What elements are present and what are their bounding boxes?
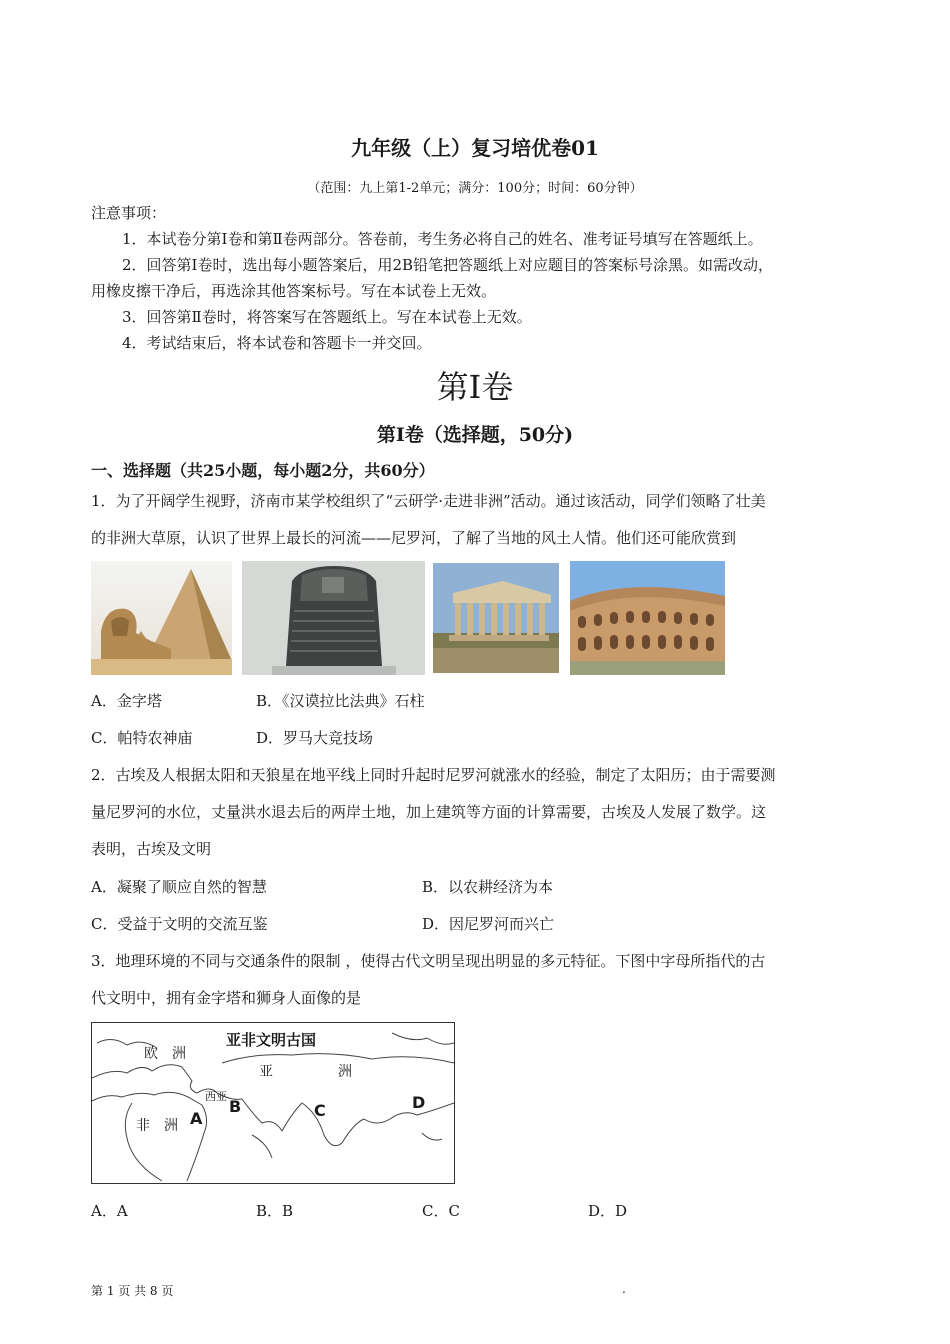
page-number: 第 1 页 共 8 页	[91, 1284, 174, 1298]
section-title: 第Ⅰ卷（选择题，50分)	[376, 424, 574, 446]
q3-option-b: B．B	[256, 1202, 294, 1220]
part-title: 一、选择题（共25小题，每小题2分，共60分）	[91, 461, 435, 480]
q1-option-c: C．帕特农神庙	[91, 729, 193, 747]
map-title: 亚非文明古国	[226, 1031, 317, 1049]
map-label-asia-1: 亚	[259, 1064, 273, 1080]
q3-option-d: D．D	[588, 1202, 628, 1220]
map-label-west-asia: 西亚	[205, 1090, 227, 1103]
notes-item-1: 1．本试卷分第Ⅰ卷和第Ⅱ卷两部分。答卷前，考生务必将自己的姓名、准考证号填写在答题纸上。	[122, 230, 763, 248]
parthenon-image	[433, 563, 559, 673]
map-marker-c: C	[314, 1101, 326, 1120]
q1-stem-line2: 的非洲大草原，认识了世界上最长的河流——尼罗河，了解了当地的风土人情。他们还可能欣赏到	[91, 529, 737, 547]
q3-stem-line2: 代文明中，拥有金字塔和狮身人面像的是	[91, 989, 362, 1007]
q1-stem-line1: 1．为了开阔学生视野，济南市某学校组织了“云研学·走进非洲”活动。通过该活动，同学们领略了壮美	[91, 492, 766, 510]
q2-option-d: D．因尼罗河而兴亡	[422, 915, 555, 933]
notes-item-3: 3．回答第Ⅱ卷时，将答案写在答题纸上。写在本试卷上无效。	[122, 308, 532, 326]
q1-option-a: A．金字塔	[91, 692, 162, 710]
q2-stem-line3: 表明，古埃及文明	[91, 840, 212, 858]
map-marker-d: D	[412, 1093, 426, 1112]
map-label-asia-2: 洲	[338, 1064, 352, 1080]
notes-item-2-cont: 用橡皮擦干净后，再选涂其他答案标号。写在本试卷上无效。	[91, 282, 497, 300]
footer-dot: .	[622, 1282, 626, 1296]
notes-item-4: 4．考试结束后，将本试卷和答题卡一并交回。	[122, 334, 432, 352]
colosseum-image	[570, 561, 725, 675]
q3-stem-line1: 3．地理环境的不同与交通条件的限制 ，使得古代文明呈现出明显的多元特征。下图中字母所指代的古	[91, 952, 766, 970]
map-label-africa: 非 洲	[136, 1118, 178, 1134]
q1-option-d: D．罗马大竞技场	[256, 729, 374, 747]
volume-title: 第Ⅰ卷	[436, 368, 514, 406]
q2-stem-line1: 2．古埃及人根据太阳和天狼星在地平线上同时升起时尼罗河就涨水的经验，制定了太阳历；由于需要测	[91, 766, 776, 784]
exam-title: 九年级（上）复习培优卷01	[351, 136, 599, 160]
q2-option-c: C．受益于文明的交流互鉴	[91, 915, 268, 933]
q3-option-a: A．A	[91, 1202, 128, 1220]
q2-option-b: B．以农耕经济为本	[422, 878, 554, 896]
q2-stem-line2: 量尼罗河的水位，丈量洪水退去后的两岸土地，加上建筑等方面的计算需要，古埃及人发展了数学。这	[91, 803, 767, 821]
q2-option-a: A．凝聚了顺应自然的智慧	[91, 878, 267, 896]
hammurabi-code-image	[242, 561, 425, 675]
map-marker-b: B	[229, 1097, 242, 1116]
asia-africa-civilizations-map	[91, 1022, 455, 1184]
notes-item-2: 2．回答第Ⅰ卷时，选出每小题答案后，用2B铅笔把答题纸上对应题目的答案标号涂黑。如需改动，	[122, 256, 774, 274]
map-label-europe: 欧 洲	[144, 1046, 186, 1062]
pyramid-sphinx-image	[91, 561, 232, 675]
q3-option-c: C．C	[422, 1202, 460, 1220]
map-marker-a: A	[190, 1109, 203, 1128]
notes-heading: 注意事项：	[91, 204, 167, 222]
q1-option-b: B．《汉谟拉比法典》石柱	[256, 692, 425, 710]
exam-subtitle: （范围：九上第1-2单元；满分：100分；时间：60分钟）	[307, 181, 643, 196]
